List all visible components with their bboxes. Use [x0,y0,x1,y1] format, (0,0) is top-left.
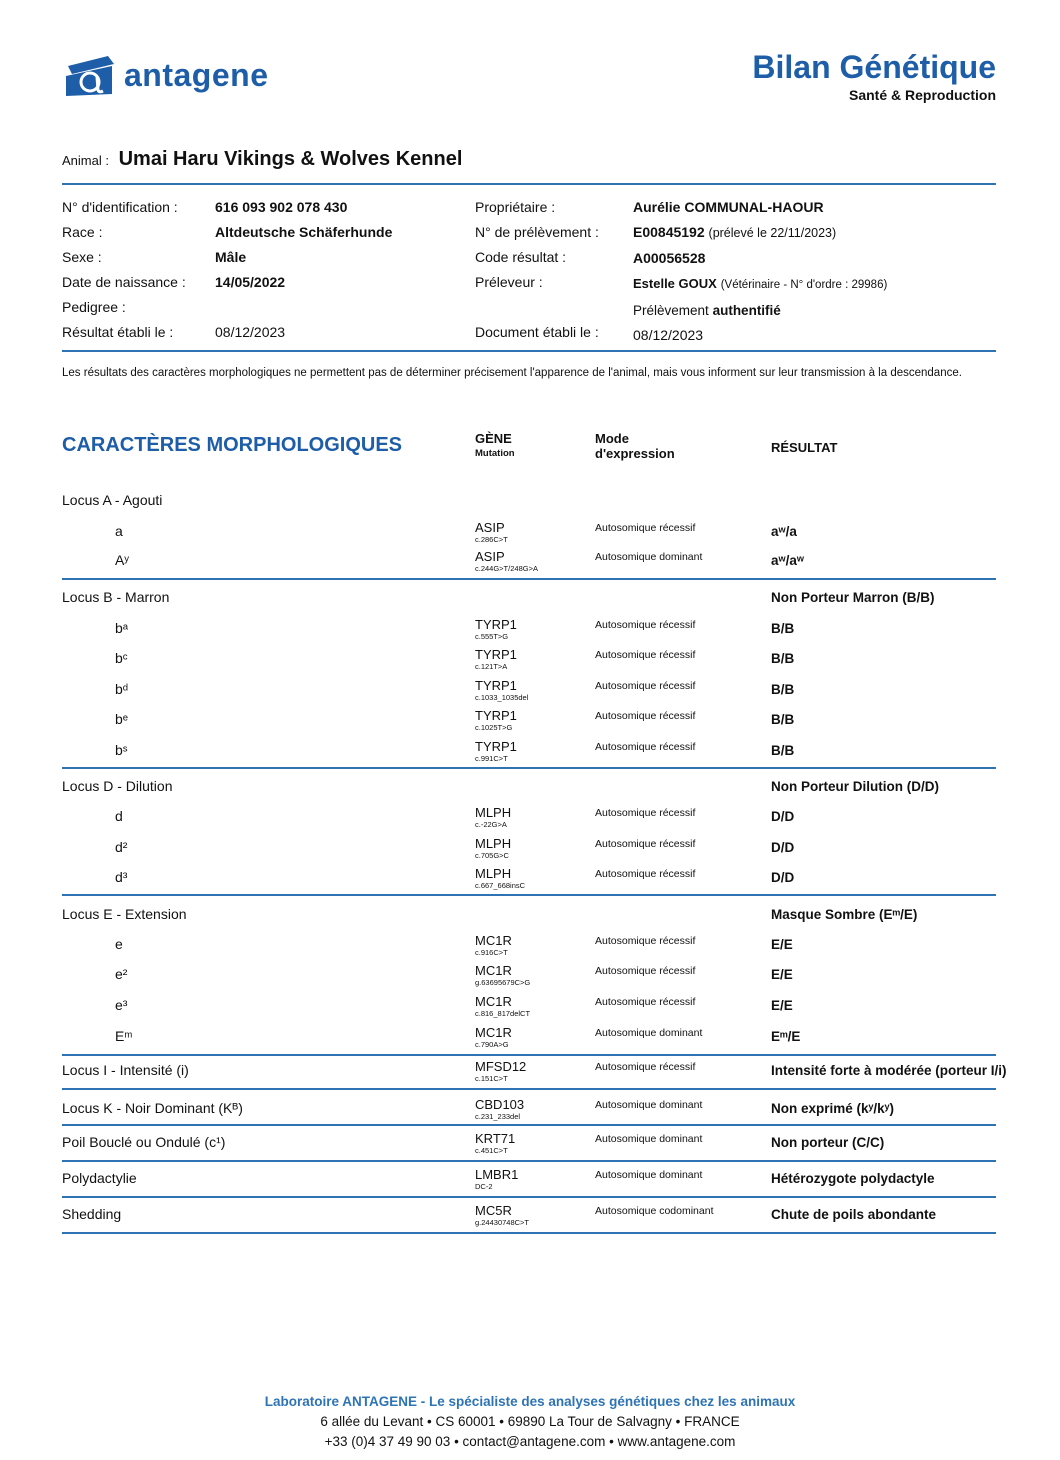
gene-name: ASIP [475,520,505,535]
gene-name: MLPH [475,805,512,820]
table-row [0,994,1060,1018]
gene-name: MLPH [475,866,512,881]
animal-label: Animal : [62,153,109,168]
table-row [0,647,1060,671]
gene-mutation: g.24430748C>T [475,1218,530,1227]
gene-mutation: c.231_233del [475,1112,521,1121]
doc-date-label: Document établi le : [475,324,599,340]
locus-label: Poil Bouclé ou Ondulé (c¹) [62,1134,226,1150]
gene-name: TYRP1 [475,708,517,723]
auth-line [633,298,887,323]
footer [0,1392,1060,1452]
section-title: CARACTÈRES MORPHOLOGIQUES [62,434,403,456]
gene-name: TYRP1 [475,678,517,693]
gene-cell [475,550,538,573]
col-gene-sub: Mutation [475,448,515,459]
row-divider [62,1088,996,1090]
gene-mutation: c.790A>G [475,1040,509,1049]
gene-name: ASIP [475,549,505,564]
code-value: A00056528 [633,250,706,266]
expression-mode: Autosomique dominant [595,1133,703,1145]
result-value: E/E [771,967,793,982]
table-row [0,1167,1060,1191]
col-gene: GÈNE [475,431,512,446]
table-row [0,520,1060,544]
table-row [0,1059,1060,1083]
expression-mode: Autosomique récessif [595,522,696,534]
sex-value: Mâle [215,249,247,265]
expression-mode: Autosomique récessif [595,619,696,631]
gene-mutation: c.-22G>A [475,820,507,829]
expression-mode: Autosomique dominant [595,1169,703,1181]
animal-line [62,148,462,171]
allele-label: bᵉ [115,711,128,727]
result-value: B/B [771,743,795,758]
disclaimer-note: Les résultats des caractères morphologiques ne permettent pas de déterminer précisement l'apparence de l'animal, mais vous informent sur leur transmission à la descendance. [62,367,962,379]
gene-name: KRT71 [475,1131,516,1146]
gene-cell [475,1132,515,1155]
result-value: E/E [771,998,793,1013]
row-divider [62,1124,996,1126]
gene-name: TYRP1 [475,617,517,632]
gene-mutation: c.816_817delCT [475,1009,531,1018]
expression-mode: Autosomique récessif [595,965,696,977]
table-row [0,776,1060,796]
row-divider [62,767,996,769]
expression-mode: Autosomique dominant [595,1027,703,1039]
result-value: Hétérozygote polydactyle [771,1171,935,1186]
table-row [0,739,1060,763]
result-value: Eᵐ/E [771,1029,801,1044]
col-mode-line2: d'expression [595,446,675,461]
id-label: N° d'identification : [62,199,178,215]
table-row [0,866,1060,890]
gene-cell [475,964,530,987]
breed-label: Race : [62,224,103,240]
allele-label: bᵈ [115,681,129,697]
locus-label: Locus I - Intensité (i) [62,1062,189,1078]
expression-mode: Autosomique récessif [595,649,696,661]
gene-name: MLPH [475,836,512,851]
table-row [0,904,1060,924]
result-value: D/D [771,809,795,824]
antagene-logo [62,50,268,100]
result-value: Non Porteur Dilution (D/D) [771,779,939,794]
table-row [0,617,1060,641]
gene-cell [475,1060,526,1083]
col-gene-header [475,431,515,461]
gene-mutation: c.555T>G [475,632,509,641]
sampler-line [633,271,887,298]
result-value: D/D [771,870,795,885]
allele-label: e [115,936,123,952]
expression-mode: Autosomique récessif [595,868,696,880]
pedigree-label: Pedigree : [62,299,126,315]
gene-name: MFSD12 [475,1059,527,1074]
doc-date-value: 08/12/2023 [633,327,704,343]
table-row [0,1097,1060,1121]
gene-name: CBD103 [475,1097,525,1112]
result-value: B/B [771,682,795,697]
table-row [0,805,1060,829]
gene-mutation: c.1025T>G [475,723,513,732]
info-left-labels [62,195,186,345]
allele-label: bᶜ [115,650,128,666]
table-row [0,933,1060,957]
title: Bilan Génétique [752,49,996,85]
animal-name: Umai Haru Vikings & Wolves Kennel [118,148,463,170]
info-right-values [633,195,887,348]
gene-cell [475,1204,529,1227]
allele-label: d³ [115,869,128,885]
gene-mutation: c.705G>C [475,851,509,860]
allele-label: e² [115,966,128,982]
expression-mode: Autosomique récessif [595,710,696,722]
footer-address: 6 allée du Levant • CS 60001 • 69890 La Tour de Salvagny • FRANCE [320,1414,740,1429]
footer-lab-line: Laboratoire ANTAGENE - Le spécialiste des analyses génétiques chez les animaux [264,1394,796,1409]
gene-mutation: c.244G>T/248G>A [475,564,538,573]
result-value: Non exprimé (kʸ/kʸ) [771,1101,895,1116]
col-result-header: RÉSULTAT [771,440,838,455]
gene-mutation: g.63695679C>G [475,978,531,987]
expression-mode: Autosomique récessif [595,935,696,947]
sex-label: Sexe : [62,249,102,265]
sampler-value: Estelle GOUX [633,276,717,291]
result-date-value: 08/12/2023 [215,324,286,340]
table-row [0,1203,1060,1227]
row-divider [62,1196,996,1198]
locus-label: Locus D - Dilution [62,778,173,794]
code-label: Code résultat : [475,249,567,265]
gene-cell [475,995,530,1018]
pedigree-value [215,295,392,320]
locus-label: Shedding [62,1206,122,1222]
gene-name: MC5R [475,1203,512,1218]
result-value: B/B [771,621,795,636]
result-value: aʷ/aʷ [771,553,804,568]
gene-cell [475,1168,518,1191]
result-value: aʷ/a [771,524,797,539]
allele-label: d [115,808,123,824]
sampler-label: Préleveur : [475,274,543,290]
col-mode-header [595,431,675,461]
row-divider [62,894,996,896]
allele-label: Eᵐ [115,1028,133,1044]
gene-name: MC1R [475,963,512,978]
info-right-labels [475,195,599,345]
result-value: B/B [771,651,795,666]
sampler-note: (Vétérinaire - N° d'ordre : 29986) [720,279,888,291]
allele-label: e³ [115,997,128,1013]
gene-name: MC1R [475,1025,512,1040]
gene-cell [475,521,508,544]
table-row [0,1025,1060,1049]
expression-mode: Autosomique récessif [595,1061,696,1073]
expression-mode: Autosomique dominant [595,1099,703,1111]
expression-mode: Autosomique récessif [595,680,696,692]
result-value: Non porteur (C/C) [771,1135,885,1150]
gene-mutation: c.286C>T [475,535,508,544]
locus-label: Polydactylie [62,1170,137,1186]
table-row [0,708,1060,732]
gene-cell [475,679,528,702]
locus-label: Locus K - Noir Dominant (Kᴮ) [62,1100,243,1116]
divider [62,350,996,352]
expression-mode: Autosomique récessif [595,838,696,850]
gene-name: LMBR1 [475,1167,519,1182]
gene-cell [475,1098,524,1121]
gene-mutation: c.1033_1035del [475,693,529,702]
gene-mutation: DC-2 [475,1182,493,1191]
gene-cell [475,806,511,829]
owner-value: Aurélie COMMUNAL-HAOUR [633,199,824,215]
antagene-logo-icon [62,50,118,100]
gene-mutation: c.667_668insC [475,881,526,890]
table-row [0,587,1060,607]
gene-name: TYRP1 [475,647,517,662]
info-left-values [215,195,392,345]
gene-cell [475,1026,512,1049]
gene-name: MC1R [475,994,512,1009]
allele-label: a [115,523,123,539]
table-row [0,549,1060,573]
gene-mutation: c.991C>T [475,754,508,763]
auth-word: authentifié [712,303,781,318]
result-value: Non Porteur Marron (B/B) [771,590,935,605]
sample-label: N° de prélèvement : [475,224,599,240]
gene-name: MC1R [475,933,512,948]
table-row [0,836,1060,860]
table-row [0,1131,1060,1155]
logo-wordmark: antagene [124,56,269,93]
gene-cell [475,709,517,732]
locus-label: Locus B - Marron [62,589,170,605]
expression-mode: Autosomique récessif [595,741,696,753]
row-divider [62,1054,996,1056]
locus-label: Locus E - Extension [62,906,187,922]
result-value: D/D [771,840,795,855]
gene-cell [475,618,517,641]
id-value: 616 093 902 078 430 [215,199,348,215]
result-value: B/B [771,712,795,727]
owner-label: Propriétaire : [475,199,556,215]
gene-mutation: c.916C>T [475,948,508,957]
allele-label: Aʸ [115,552,129,568]
subtitle: Santé & Reproduction [848,87,996,103]
gene-cell [475,648,517,671]
gene-cell [475,867,525,890]
gene-cell [475,934,512,957]
col-mode-line1: Mode [595,431,629,446]
gene-mutation: c.451C>T [475,1146,508,1155]
result-value: Masque Sombre (Eᵐ/E) [771,907,918,922]
result-value: Intensité forte à modérée (porteur I/i) [771,1063,1007,1078]
result-value: Chute de poils abondante [771,1207,937,1222]
table-row [0,678,1060,702]
locus-label: Locus A - Agouti [62,492,163,508]
row-divider [62,1232,996,1234]
allele-label: bˢ [115,742,128,758]
sample-note: (prélevé le 22/11/2023) [708,226,837,240]
gene-name: TYRP1 [475,739,517,754]
footer-contact: +33 (0)4 37 49 90 03 • contact@antagene.com • www.antagene.com [324,1434,736,1449]
expression-mode: Autosomique récessif [595,807,696,819]
result-date-label: Résultat établi le : [62,324,174,340]
sample-value: E00845192 [633,224,705,240]
birthdate-label: Date de naissance : [62,274,186,290]
expression-mode: Autosomique codominant [595,1205,714,1217]
breed-value: Altdeutsche Schäferhunde [215,224,393,240]
gene-mutation: c.151C>T [475,1074,508,1083]
birthdate-value: 14/05/2022 [215,274,286,290]
row-divider [62,578,996,580]
table-row [0,963,1060,987]
result-value: E/E [771,937,793,952]
auth-prefix: Prélèvement [633,303,709,318]
allele-label: bᵃ [115,620,128,636]
table-row [0,490,1060,510]
expression-mode: Autosomique récessif [595,996,696,1008]
expression-mode: Autosomique dominant [595,551,703,563]
gene-cell [475,837,511,860]
document-title [752,48,996,104]
row-divider [62,1160,996,1162]
allele-label: d² [115,839,128,855]
sample-line [633,220,887,246]
gene-cell [475,740,517,763]
divider [62,183,996,185]
gene-mutation: c.121T>A [475,662,508,671]
